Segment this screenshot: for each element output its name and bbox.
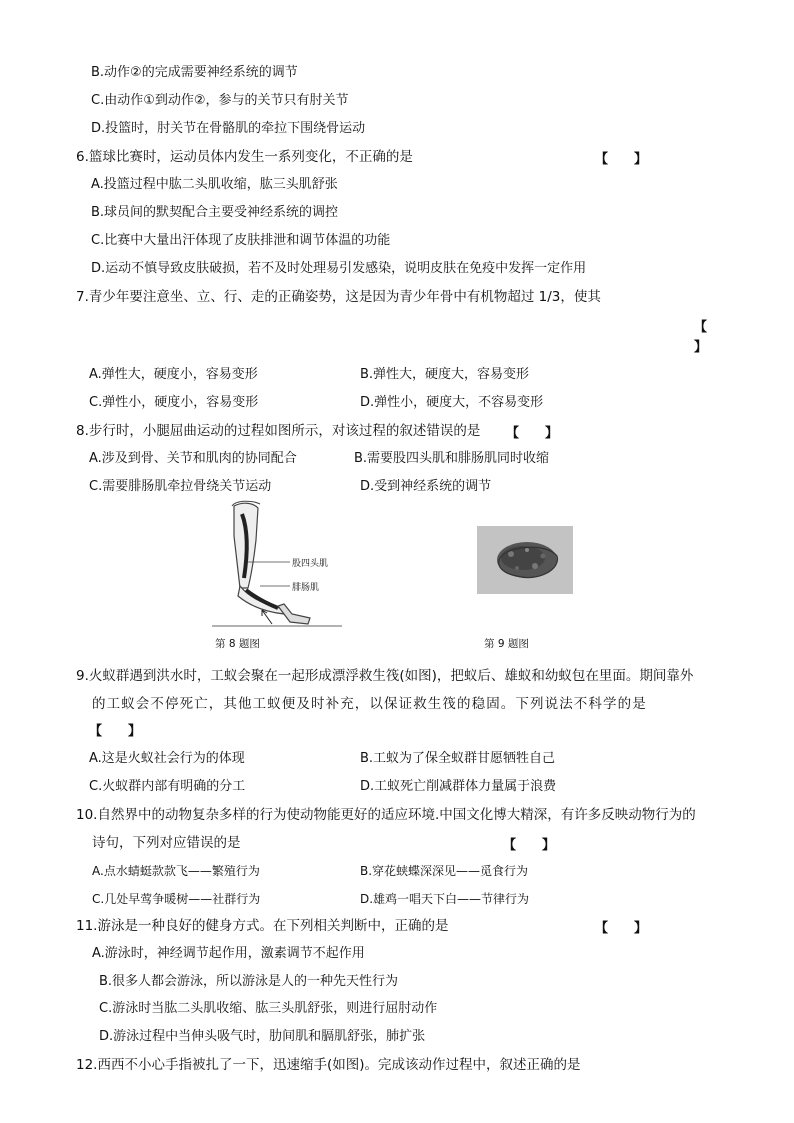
q10-option-c: C.几处早莺争暖树——社群行为 [92, 892, 261, 906]
q11-option-b: B.很多人都会游泳，所以游泳是人的一种先天性行为 [99, 974, 399, 989]
q7-option-d: D.弹性小，硬度大，不容易变形 [360, 395, 544, 410]
q10-option-a: A.点水蜻蜓款款飞——繁殖行为 [92, 864, 260, 878]
fig8-label-gastrocnemius: 腓肠肌 [292, 583, 320, 593]
q10-option-d: D.雄鸡一唱天下白——节律行为 [360, 892, 530, 906]
q6-option-a: A.投篮过程中肱二头肌收缩，肱三头肌舒张 [91, 177, 338, 192]
q9-stem-line2: 的工蚁会不停死亡，其他工蚁便及时补充，以保证救生筏的稳固。下列说法不科学的是 [92, 696, 647, 712]
q9-option-c: C.火蚁群内部有明确的分工 [89, 779, 246, 794]
q6-option-d: D.运动不慎导致皮肤破损，若不及时处理易引发感染，说明皮肤在免疫中发挥一定作用 [91, 261, 587, 276]
q7-option-a: A.弹性大，硬度小，容易变形 [89, 367, 258, 382]
q11-stem: 11.游泳是一种良好的健身方式。在下列相关判断中，正确的是 [76, 918, 449, 934]
q9-option-d: D.工蚁死亡削减群体力量属于浪费 [360, 779, 557, 794]
q8-stem: 8.步行时，小腿屈曲运动的过程如图所示，对该过程的叙述错误的是 [76, 423, 481, 439]
fig9-caption: 第 9 题图 [484, 638, 529, 650]
q6-option-b: B.球员间的默契配合主要受神经系统的调控 [91, 205, 339, 220]
q8-option-d: D.受到神经系统的调节 [360, 479, 492, 494]
q9-option-a: A.这是火蚁社会行为的体现 [89, 751, 245, 766]
ant-raft-photo [477, 526, 573, 594]
fig8-label-quadriceps: 股四头肌 [292, 559, 329, 569]
q11-option-a: A.游泳时，神经调节起作用，激素调节不起作用 [92, 946, 365, 961]
q6-option-c: C.比赛中大量出汗体现了皮肤排泄和调节体温的功能 [91, 233, 391, 248]
q10-option-b: B.穿花蛱蝶深深见——觅食行为 [360, 864, 529, 878]
q8-option-a: A.涉及到骨、关节和肌肉的协同配合 [89, 451, 297, 466]
q8-answer-bracket: 【 】 [506, 426, 559, 441]
q7-option-c: C.弹性小，硬度小，容易变形 [89, 395, 259, 410]
q9-option-b: B.工蚁为了保全蚁群甘愿牺牲自己 [360, 751, 556, 766]
q11-option-d: D.游泳过程中当伸头吸气时，肋间肌和膈肌舒张，肺扩张 [99, 1029, 426, 1044]
q6-answer-bracket: 【 】 [595, 152, 648, 167]
q10-stem-line1: 10.自然界中的动物复杂多样的行为使动物能更好的适应环境.中国文化博大精深，有许多反映动物行为的 [76, 807, 696, 823]
q5-option-c: C.由动作①到动作②，参与的关节只有肘关节 [91, 93, 349, 108]
q8-option-b: B.需要股四头肌和腓肠肌同时收缩 [354, 451, 550, 466]
q7-option-b: B.弹性大，硬度大，容易变形 [360, 367, 530, 382]
q6-stem: 6.篮球比赛时，运动员体内发生一系列变化，不正确的是 [76, 149, 413, 165]
q7-bracket-open: 【 [694, 320, 708, 335]
q10-stem-line2: 诗句，下列对应错误的是 [92, 835, 241, 851]
fig8-caption: 第 8 题图 [215, 638, 260, 650]
q5-option-d: D.投篮时，肘关节在骨骼肌的牵拉下围绕骨运动 [91, 121, 366, 136]
q9-stem-line1: 9.火蚁群遇到洪水时，工蚁会聚在一起形成漂浮救生筏(如图)，把蚁后、雄蚁和幼蚁包在里面。期间靠外 [76, 668, 694, 684]
q10-answer-bracket: 【 】 [503, 838, 556, 853]
q8-option-c: C.需要腓肠肌牵拉骨绕关节运动 [89, 479, 272, 494]
q12-stem: 12.西西不小心手指被扎了一下，迅速缩手(如图)。完成该动作过程中，叙述正确的是 [76, 1057, 581, 1073]
q5-option-b: B.动作②的完成需要神经系统的调节 [91, 65, 298, 80]
q7-bracket-close: 】 [694, 340, 708, 355]
q11-answer-bracket: 【 】 [595, 921, 648, 936]
leg-muscle-figure [212, 500, 352, 628]
q9-answer-bracket: 【 】 [89, 724, 142, 739]
q11-option-c: C.游泳时当肱二头肌收缩、肱三头肌舒张，则进行屈肘动作 [99, 1001, 438, 1016]
q7-stem: 7.青少年要注意坐、立、行、走的正确姿势，这是因为青少年骨中有机物超过 1/3，使其 [76, 289, 601, 305]
